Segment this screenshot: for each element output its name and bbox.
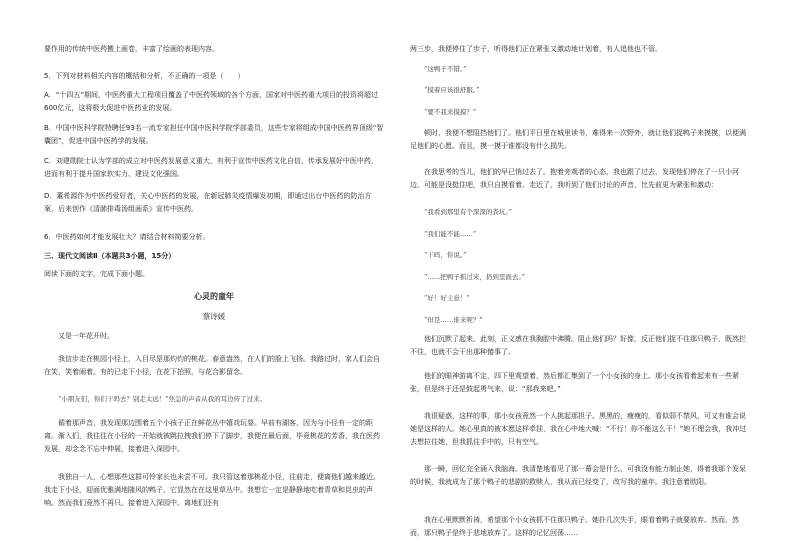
section-heading: 三、现代文阅读Ⅱ（本题共3小题，15分） bbox=[44, 252, 176, 260]
question-5-option-b: B．中国中医科学院特聘任93名一流专家担任中国中医科学院学部委员，这些专家将组成中国中医药界顶级“智囊团”，促进中国中医药学的发展。 bbox=[44, 124, 384, 145]
paragraph-2: 我信步走在桃园小径上，入目尽是那灼灼的桃花。春意盎然，在人们的脸上飞扬。我路过时，家人们会自在笑，笑着闹着。有的已走下小径，在花下拍照，与花合影留念。 bbox=[44, 355, 380, 376]
intro-line: 要作用的传统中医药搬上画卷，丰富了绘画的表现内容。 bbox=[44, 45, 219, 53]
right-paragraph-4: 他们沉默了起来。此刻，正义感在我胸腔中沸腾。阻止他们吗？好像，反正他们捉不住那只鸭子，既然拦不住，也就不会干出那种傻事了。 bbox=[410, 335, 746, 356]
question-5-option-a: A．“十四五”期间，中医药重大工程项目覆盖了中医药领域的各个方面，国家对中医药重大项目的投资将超过600亿元，这将极大促进中医药业的发展。 bbox=[44, 91, 379, 112]
dialogue-9: “但是……谁来呢？” bbox=[424, 316, 483, 324]
right-paragraph-5: 他们的眼神游离不定，四下里观望着，然后都汇集到了一个小女孩的身上。那小女孩看着起来有一些紧张，但是终于还是鼓起勇气来，说：“那我来吧。” bbox=[410, 372, 739, 393]
paragraph-4: 循着那声音，我发现那边围着五个小孩子正在鲜花丛中嬉戏玩耍。早前有湖客，因为与小径有一定的距离。渐入们，我往往在小径的一开始就被跳拉拽我们停下了脚步，我便在最后面，毕竟桃花的芳香，我在医药发展，却念念不忘中伸展，接着进入深园中。 bbox=[44, 419, 380, 453]
article-title: 心灵的童年 bbox=[194, 292, 234, 301]
question-6: 6．中医药如何才能发展壮大？请结合材料简要分析。 bbox=[44, 233, 210, 241]
reading-instruction: 阅读下面的文字，完成下面小题。 bbox=[44, 270, 149, 278]
dialogue-2: “摸着应该很舒服。” bbox=[424, 86, 480, 94]
right-paragraph-3: 在我思考的当儿，他们的早已悄过去了。抱着旁观者的心态，我也跟了过去，发现他们停在了一只小河边。可能是没挺住吧，我只自摸看着。走近了，我听到了他们讨论的声音，比先前更为紧张和激动： bbox=[410, 168, 739, 189]
dialogue-7: “……把鸭子抓过来，扔到里面去。” bbox=[424, 273, 525, 281]
right-paragraph-7: 那一瞬，回忆完全涌入我脑海。我清楚地看见了那一幕会是什么，可我没有能力制止她，得着我那个发呆的时候，我就成为了那个鸭子的悲剧的救赎人，我从而已经变了，改写我的童年。我注意着欧阳。 bbox=[410, 465, 746, 486]
paragraph-3-quote: “小朋友们，你们干吗去？别走太远！”焦急的声音从我的耳边传了过来。 bbox=[58, 395, 267, 403]
question-5-option-d: D．董希源作为中医药爱好者，关心中医药的发展，在新冠肺炎疫情爆发初期，即通过出台中医药的防治方案，后来创作《清肺排毒汤组画系》宣传中医药。 bbox=[44, 192, 372, 213]
dialogue-4: “我看到那里有个深深的粪坑。” bbox=[424, 208, 512, 216]
question-5-option-c: C．刘建勋院士认为学部的成立对中医药发展意义重大，有利于宣传中医药文化自信，传承发展好中医中药，进而有利于提升国家软实力、建设文化强国。 bbox=[44, 157, 378, 178]
paragraph-1: 又是一年花开时。 bbox=[58, 332, 114, 340]
article-author: 蔡诗媛 bbox=[202, 312, 226, 321]
right-paragraph-2: 顿时，我便不想阻挡他们了。他们平日里在城里读书，难得来一次野外，就让他们捉鸭子来摸摸，以便满足他们的心愿。而且，摸一摸于谁都没有什么损失。 bbox=[410, 129, 746, 150]
dialogue-6: “干吗，你说。” bbox=[424, 251, 467, 259]
dialogue-3: “要不我来摸摸？” bbox=[424, 108, 477, 116]
right-paragraph-6: 我很疑惑，这样的事，那小女孩竟然一个人挑起那担子。黑黑的，瘦瘦的，看似弱不禁风，可又有谁会说她是这样的人。她心里真的被本愿这样牵挂，我在心中地大喊：“不行！你不能这么干！”她不理会我，我冲过去想拉住她，但我抓住手中的，只有空气。 bbox=[410, 412, 747, 446]
right-paragraph-1: 两三步，我便停住了步子，听得他们正在紧张又激动地计划着，有人追他也不管。 bbox=[410, 45, 662, 53]
right-paragraph-8: 我在心里默默祈祷，希望那个小女孩抓不住那只鸭子。她扑几次失手，眼看着鸭子就要放弃。然而，然而，那只鸭子是终于悲地放弃了。这样的记忆回荡…… bbox=[410, 516, 739, 537]
question-5: 5．下列对材料相关内容的概括和分析，不正确的一项是（ ） bbox=[44, 72, 245, 80]
paragraph-5: 我独自一人，心想那些这群可怜家长也未尝不可。我只管这着那桃花小径，往前走，便离他们越来越近。我走下小径，迎面优雅满地随风的鸭子，它显然在在这里草丛中。我想它一定是静静地吃着青草和昆虫的声响。然而我们竟然不再只。接着进入深园中。离地们还有 bbox=[44, 473, 380, 507]
dialogue-5: “我们能不能……” bbox=[424, 230, 477, 238]
dialogue-1: “这鸭子不错。” bbox=[424, 65, 467, 73]
dialogue-8: “好！好主意！” bbox=[424, 294, 470, 302]
